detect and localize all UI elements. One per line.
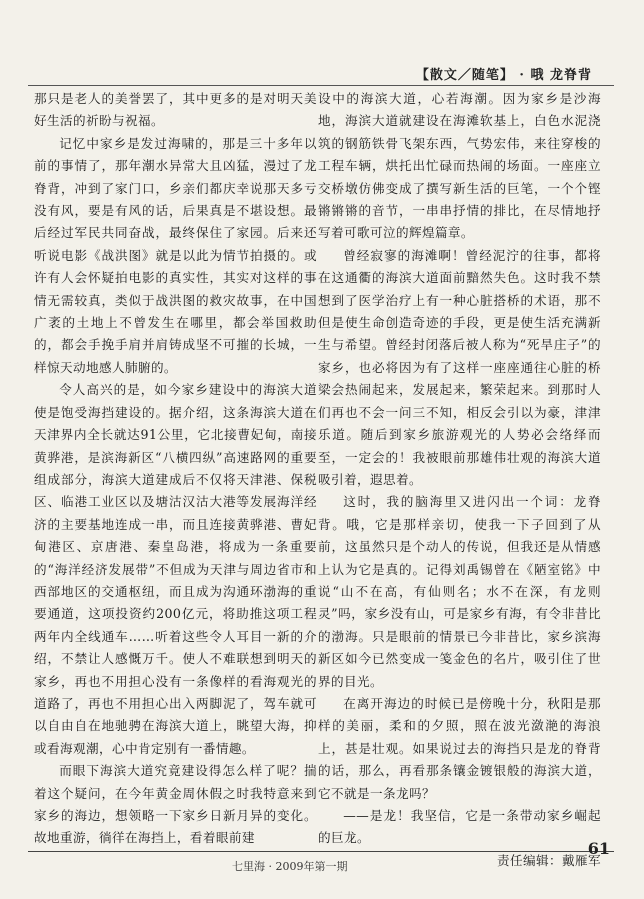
section-title: 【散文／随笔】 · 哦 龙脊背 <box>415 68 592 83</box>
paragraph: 这时，我的脑海里又进闪出一个词：龙脊背。哦，它是那样亲切，使我一下子回到了从前，这虽然只是个动人的传说，但我还是从情感上认为它是真的。记得刘禹锡曾在《陋室铭》中说“山不在高，有仙则名；水不在深，有龙则灵”吗，家乡没有山，可是家乡有海，有令非昔比的渤海。只是眼前的情景已今非昔比，家乡滨海新区如今已然变成一笺金色的名片，吸引住了世界的目光。 <box>318 494 601 689</box>
left-column <box>34 88 317 846</box>
paragraph: 令人高兴的是，如今家乡建设中的海滨大道使是饱受海挡建设的。据介绍，这条海滨大道在天津界内全长就达91公里，它北接曹妃甸，南接黄骅港，是滨海新区“八横四纵”高速路网的重要组成部分，海滨大道建成后不仅将天津港、保税区、临港工业区以及塘沽汉沽大港等发展海洋经济的主要基地连成一串，而且连接黄骅港、曹妃甸港区、京唐港、秦皇岛港，将成为一条重要的“海洋经济发展带”不但成为天津与周边省市和西部地区的交通枢纽，而且成为沟通环渤海的重要通道，这项投资约200亿元，将助推这项工程两年内全线通车……听着这些令人耳目一新的介绍，不禁让人感慨万千。使人不难联想到明天的家乡，再也不用担心没有一条像样的看海观光的道路了，再也不用担心出入两脚泥了，驾车就可以自由自在地驰骋在海滨大道上，眺望大海，抑或看海观潮，心中肯定别有一番情趣。 <box>34 382 317 756</box>
page-number: 61 <box>587 839 610 858</box>
paragraph: 设中的海滨大道，心若海潮。因为家乡是沙海地，海滨大道就建设在海滩软基上，白色水泥浇筑的钢筋铁骨飞架东西，气势宏伟，来往穿梭的工程车辆，烘托出忙碌而热闹的场面。一座座立交桥墩仿佛变成了撰写新生活的巨笔，一个个铿锵锵锵的音节，一串串抒情的排比，在尽情地抒写着可歌可泣的辉煌篇章。 <box>318 91 601 241</box>
paragraph: 曾经寂寥的海滩啊！曾经泥泞的往事，都将在这通衢的海滨大道面前黯然失色。这时我不禁想到了医学治疗上有一种心脏搭桥的术语，那不但是使生命创造奇迹的手段，更是使生活充满新生与希望。曾经封闭落后被人称为“死旱庄子”的家乡，也必将因为有了这样一座座通往心脏的桥梁会热闹起来，发展起来，繁荣起来。到那时人们再也不会一问三不知，相反会引以为豪，津津乐道。随后到家乡旅游观光的人势必会络绎而至，一定会的！我被眼前那雄伟壮观的海滨大道吸引着，遐思着。 <box>318 247 601 487</box>
paragraph: 而眼下海滨大道究竟建设得怎么样了呢？揣着这个疑问，在今年黄金周休假之时我特意来到家乡的海边，想领略一下家乡日新月异的变化。故地重游，徜徉在海挡上，看着眼前建 <box>34 763 317 846</box>
paragraph: 记忆中家乡是发过海啸的，那是三十多年以前的事情了，那年潮水异常大且凶猛，漫过了龙脊背，冲到了家门口，乡亲们都庆幸说那天多亏没有风，要是有风的话，后果真是不堪设想。最后经过军民共同奋战，最终保住了家园。后来还听说电影《战洪图》就是以此为情节拍摄的。或许有人会怀疑拍电影的真实性，其实对这样的事情无需较真，类似于战洪图的救灾故事，在中国广袤的土地上不曾发生在哪里，都会举国救助的，都会手挽手肩并肩铸成坚不可摧的长城，一样惊天动地感人肺腑的。 <box>34 135 317 375</box>
magazine-issue: 七里海 · 2009年第一期 <box>232 860 348 873</box>
header-divider <box>28 85 614 86</box>
page-header <box>0 62 644 84</box>
paragraph: 在离开海边的时候已是傍晚十分，秋阳是那样的美丽，柔和的夕照，照在波光潋滟的海浪上，甚是壮观。如果说过去的海挡只是龙的脊背的话，那么，再看那条镶金镀银般的海滨大道，它不就是一条龙吗？ <box>318 695 601 801</box>
closing-paragraph: ——是龙！我坚信，它是一条带动家乡崛起的巨龙。 <box>318 808 601 846</box>
paragraph: 那只是老人的美誉罢了，其中更多的是对明天美好生活的祈盼与祝福。 <box>34 91 317 129</box>
footer-divider <box>28 851 614 852</box>
page-footer <box>0 841 644 881</box>
editor-credit: 责任编辑：戴雁军 <box>497 852 601 868</box>
